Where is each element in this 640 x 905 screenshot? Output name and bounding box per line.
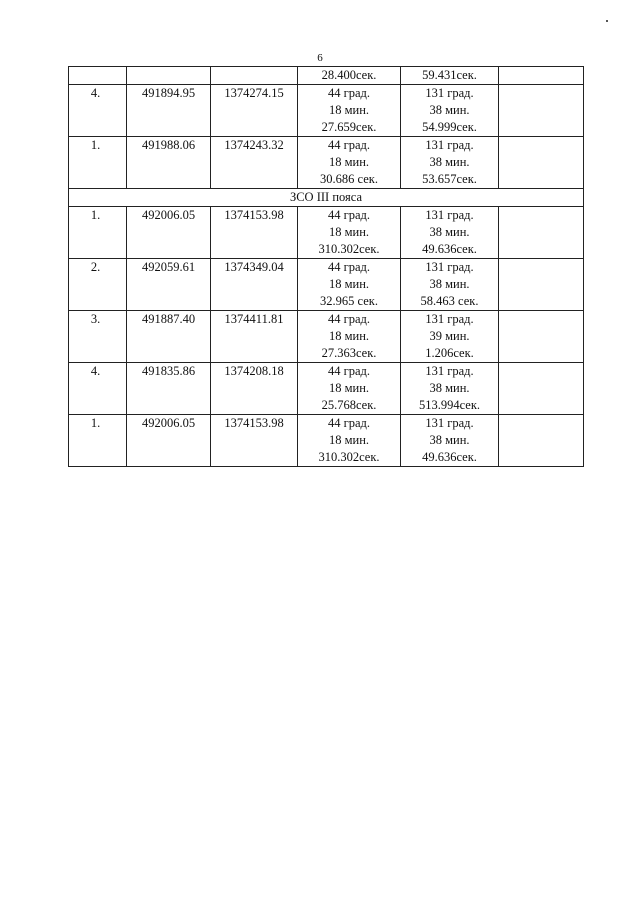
coordinates-table	[68, 66, 584, 467]
point-number: 1.	[90, 416, 101, 430]
lon-degrees: 131 град.	[425, 312, 474, 326]
lat-minutes: 18 мин.	[328, 433, 370, 447]
lon-minutes: 38 мин.	[429, 277, 470, 291]
cell-lat	[298, 67, 401, 85]
cell-x	[127, 137, 211, 189]
lat-seconds: 32.965 сек.	[320, 294, 378, 308]
lon-degrees: 131 град.	[425, 138, 474, 152]
cell-x	[127, 415, 211, 467]
lon-degrees: 131 град.	[425, 416, 474, 430]
lon-minutes: 38 мин.	[429, 155, 470, 169]
cell-extra	[499, 137, 584, 189]
table-row	[69, 85, 584, 137]
lat-seconds: 30.686 сек.	[320, 172, 378, 186]
cell-lon	[401, 363, 499, 415]
table-row	[69, 363, 584, 415]
y-coordinate: 1374208.18	[224, 364, 284, 378]
lon-seconds: 58.463 сек.	[420, 294, 479, 308]
cell-num	[69, 259, 127, 311]
section-header-row	[69, 189, 584, 207]
y-coordinate: 1374153.98	[224, 208, 284, 222]
page-number: 6	[317, 52, 323, 64]
cell-num	[69, 85, 127, 137]
table-row	[69, 415, 584, 467]
cell-lat	[298, 311, 401, 363]
table-row-continuation	[69, 67, 584, 85]
lat-minutes: 18 мин.	[328, 103, 370, 117]
cell-lon	[401, 207, 499, 259]
lat-seconds: 310.302сек.	[318, 450, 380, 464]
lat-degrees: 44 град.	[327, 416, 371, 430]
cell-y	[211, 363, 298, 415]
x-coordinate: 491894.95	[141, 86, 196, 100]
lat-seconds: 27.363сек.	[321, 346, 377, 360]
lat-seconds: 310.302сек.	[318, 242, 380, 256]
lon-seconds: 59.431сек.	[422, 68, 477, 82]
cell-num	[69, 67, 127, 85]
cell-x	[127, 311, 211, 363]
x-coordinate: 491835.86	[141, 364, 196, 378]
point-number: 4.	[90, 86, 101, 100]
table-row	[69, 259, 584, 311]
lat-seconds: 28.400сек.	[321, 68, 377, 82]
cell-x	[127, 67, 211, 85]
x-coordinate: 492006.05	[141, 208, 196, 222]
table-row	[69, 207, 584, 259]
lon-minutes: 38 мин.	[429, 225, 470, 239]
x-coordinate: 492059.61	[141, 260, 196, 274]
cell-y	[211, 415, 298, 467]
lat-minutes: 18 мин.	[328, 329, 370, 343]
cell-x	[127, 259, 211, 311]
cell-extra	[499, 363, 584, 415]
cell-extra	[499, 415, 584, 467]
lat-degrees: 44 град.	[327, 208, 371, 222]
cell-x	[127, 363, 211, 415]
lon-seconds: 513.994сек.	[418, 398, 481, 412]
lon-seconds: 49.636сек.	[422, 242, 477, 256]
lon-minutes: 38 мин.	[429, 103, 470, 117]
lat-seconds: 25.768сек.	[321, 398, 377, 412]
cell-y	[211, 137, 298, 189]
cell-lat	[298, 415, 401, 467]
cell-lat	[298, 207, 401, 259]
lon-degrees: 131 град.	[425, 208, 474, 222]
cell-lon	[401, 415, 499, 467]
lat-degrees: 44 град.	[327, 86, 371, 100]
lon-minutes: 38 мин.	[429, 433, 470, 447]
cell-x	[127, 85, 211, 137]
point-number: 1.	[90, 208, 101, 222]
cell-extra	[499, 85, 584, 137]
cell-extra	[499, 311, 584, 363]
point-number: 1.	[90, 138, 101, 152]
lat-minutes: 18 мин.	[328, 277, 370, 291]
lon-seconds: 49.636сек.	[422, 450, 477, 464]
corner-speck	[606, 20, 608, 22]
cell-num	[69, 415, 127, 467]
lon-minutes: 39 мин.	[429, 329, 470, 343]
lon-minutes: 38 мин.	[429, 381, 470, 395]
lon-seconds: 54.999сек.	[422, 120, 477, 134]
y-coordinate: 1374349.04	[224, 260, 284, 274]
lat-degrees: 44 град.	[327, 260, 371, 274]
cell-y	[211, 311, 298, 363]
lat-degrees: 44 град.	[327, 138, 371, 152]
cell-num	[69, 137, 127, 189]
table-row	[69, 137, 584, 189]
lat-minutes: 18 мин.	[328, 225, 370, 239]
lon-degrees: 131 град.	[425, 364, 474, 378]
coordinates-table-body	[69, 67, 584, 467]
cell-y	[211, 259, 298, 311]
cell-y	[211, 207, 298, 259]
x-coordinate: 492006.05	[141, 416, 196, 430]
cell-lat	[298, 363, 401, 415]
section-title: ЗСО III пояса	[69, 189, 584, 207]
cell-lon	[401, 311, 499, 363]
cell-num	[69, 207, 127, 259]
cell-y	[211, 85, 298, 137]
x-coordinate: 491988.06	[141, 138, 196, 152]
cell-lon	[401, 259, 499, 311]
lon-seconds: 1.206сек.	[425, 346, 474, 360]
cell-lat	[298, 137, 401, 189]
y-coordinate: 1374274.15	[224, 86, 284, 100]
cell-lat	[298, 85, 401, 137]
lat-seconds: 27.659сек.	[321, 120, 377, 134]
cell-num	[69, 363, 127, 415]
lat-minutes: 18 мин.	[328, 381, 370, 395]
cell-lon	[401, 67, 499, 85]
cell-extra	[499, 207, 584, 259]
point-number: 2.	[90, 260, 101, 274]
point-number: 3.	[90, 312, 101, 326]
lat-degrees: 44 град.	[327, 312, 371, 326]
y-coordinate: 1374411.81	[224, 312, 284, 326]
lon-seconds: 53.657сек.	[422, 172, 477, 186]
table-row	[69, 311, 584, 363]
cell-num	[69, 311, 127, 363]
x-coordinate: 491887.40	[141, 312, 196, 326]
y-coordinate: 1374153.98	[224, 416, 284, 430]
lon-degrees: 131 град.	[425, 260, 474, 274]
cell-y	[211, 67, 298, 85]
y-coordinate: 1374243.32	[224, 138, 284, 152]
cell-lon	[401, 85, 499, 137]
cell-lat	[298, 259, 401, 311]
lat-minutes: 18 мин.	[328, 155, 370, 169]
cell-lon	[401, 137, 499, 189]
point-number: 4.	[90, 364, 101, 378]
lon-degrees: 131 град.	[425, 86, 474, 100]
cell-extra	[499, 259, 584, 311]
cell-x	[127, 207, 211, 259]
lat-degrees: 44 град.	[327, 364, 371, 378]
cell-extra	[499, 67, 584, 85]
